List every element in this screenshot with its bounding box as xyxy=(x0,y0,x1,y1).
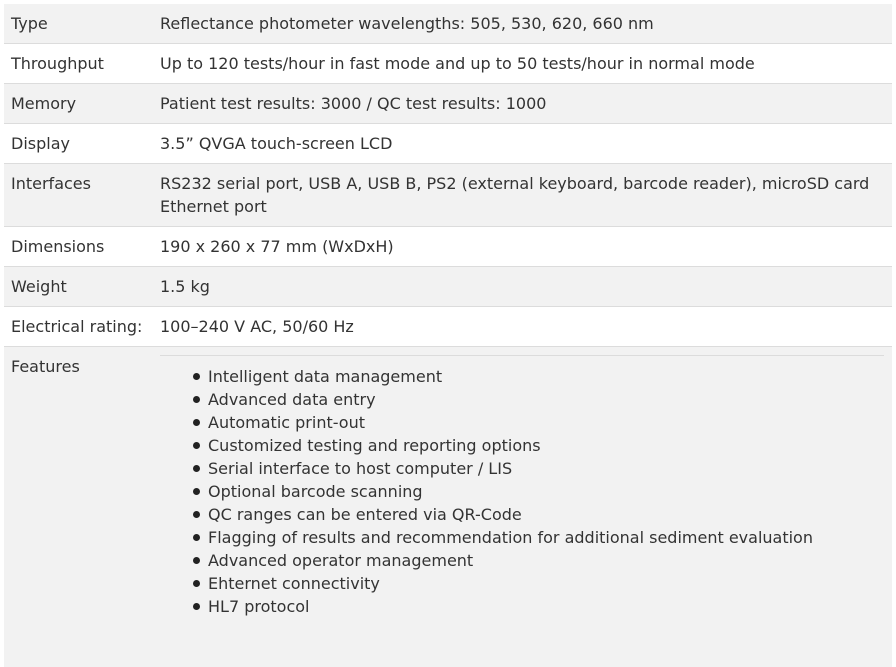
spec-value: Reflectance photometer wavelengths: 505, 530, 620, 660 nm xyxy=(160,4,892,44)
features-cell xyxy=(160,347,892,667)
spec-value: Up to 120 tests/hour in fast mode and up to 50 tests/hour in normal mode xyxy=(160,44,892,84)
spec-row-features xyxy=(4,347,892,667)
spec-value xyxy=(160,164,892,227)
spec-value: 1.5 kg xyxy=(160,267,892,307)
spec-value-line: RS232 serial port, USB A, USB B, PS2 (external keyboard, barcode reader), microSD card xyxy=(160,172,892,195)
spec-row-display xyxy=(4,124,892,164)
feature-item: Advanced data entry xyxy=(192,388,884,411)
spec-label: Features xyxy=(4,347,160,667)
spec-label: Memory xyxy=(4,84,160,124)
feature-item: HL7 protocol xyxy=(192,595,884,618)
feature-item: Ehternet connectivity xyxy=(192,572,884,595)
feature-item: Intelligent data management xyxy=(192,365,884,388)
spec-value: Patient test results: 3000 / QC test results: 1000 xyxy=(160,84,892,124)
features-list xyxy=(160,365,884,618)
spec-row-dimensions xyxy=(4,227,892,267)
spec-value: 100–240 V AC, 50/60 Hz xyxy=(160,307,892,347)
spec-label: Type xyxy=(4,4,160,44)
feature-item: QC ranges can be entered via QR-Code xyxy=(192,503,884,526)
feature-item: Flagging of results and recommendation for additional sediment evaluation xyxy=(192,526,884,549)
spec-row-type xyxy=(4,4,892,44)
spec-label: Throughput xyxy=(4,44,160,84)
spec-row-throughput xyxy=(4,44,892,84)
features-box xyxy=(160,355,884,618)
spec-row-weight xyxy=(4,267,892,307)
spec-value: 3.5” QVGA touch-screen LCD xyxy=(160,124,892,164)
feature-item: Customized testing and reporting options xyxy=(192,434,884,457)
spec-row-electrical xyxy=(4,307,892,347)
feature-item: Advanced operator management xyxy=(192,549,884,572)
spec-row-memory xyxy=(4,84,892,124)
spec-label: Display xyxy=(4,124,160,164)
feature-item: Optional barcode scanning xyxy=(192,480,884,503)
spec-label: Interfaces xyxy=(4,164,160,227)
spec-table xyxy=(4,4,892,667)
feature-item: Automatic print-out xyxy=(192,411,884,434)
spec-value: 190 x 260 x 77 mm (WxDxH) xyxy=(160,227,892,267)
spec-label: Weight xyxy=(4,267,160,307)
spec-label: Dimensions xyxy=(4,227,160,267)
feature-item: Serial interface to host computer / LIS xyxy=(192,457,884,480)
spec-value-line: Ethernet port xyxy=(160,195,892,218)
spec-label: Electrical rating: xyxy=(4,307,160,347)
spec-row-interfaces xyxy=(4,164,892,227)
